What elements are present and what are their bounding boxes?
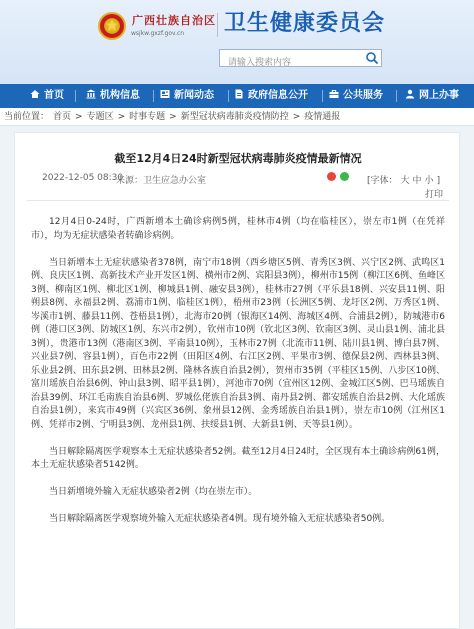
logo-divider <box>217 13 218 37</box>
article-card <box>14 132 460 629</box>
breadcrumb-item-current-affairs[interactable]: 时事专题 <box>129 112 166 122</box>
nav-label: 政府信息公开 <box>248 90 308 101</box>
font-size-medium[interactable]: 中 <box>412 176 422 186</box>
article-divider <box>27 200 449 201</box>
nav-divider <box>396 90 397 102</box>
breadcrumb-item-covid-prevention[interactable]: 新型冠状病毒肺炎疫情防控 <box>180 112 289 122</box>
article-paragraph: 12月4日0-24时，广西新增本土确诊病例5例，桂林市4例（均在临桂区），崇左市1例（在凭祥市），均为无症状感染者转确诊病例。 <box>31 217 445 241</box>
nav-divider <box>153 90 154 102</box>
article-source: 来源：卫生应急办公室 <box>116 176 207 186</box>
region-url: wsjkw.gxzf.gov.cn <box>131 30 185 37</box>
nav-item-home[interactable] <box>30 84 64 108</box>
service-icon <box>329 89 339 99</box>
document-icon <box>234 89 244 99</box>
nav-label: 新闻动态 <box>174 90 214 101</box>
home-icon <box>30 89 40 99</box>
article-paragraph: 当日解除隔离医学观察境外输入无症状感染者4例。现有境外输入无症状感染者50例。 <box>49 514 391 524</box>
breadcrumb-separator: > <box>169 112 177 122</box>
nav-item-public-service[interactable] <box>329 84 383 108</box>
nav-label: 机构信息 <box>100 90 140 101</box>
national-emblem-icon <box>98 12 126 40</box>
font-size-label-end: ] <box>436 176 441 186</box>
news-icon <box>160 89 170 99</box>
breadcrumb-item-special[interactable]: 专题区 <box>86 112 114 122</box>
nav-label: 公共服务 <box>343 90 383 101</box>
weibo-share-icon[interactable] <box>327 172 336 181</box>
site-header <box>0 0 474 84</box>
nav-divider <box>322 90 323 102</box>
breadcrumb-prefix: 当前位置： <box>4 112 50 122</box>
nav-item-government-info[interactable] <box>234 84 308 108</box>
nav-item-institution[interactable] <box>86 84 140 108</box>
breadcrumb-separator: > <box>117 112 126 122</box>
share-icon[interactable] <box>327 172 336 182</box>
print-link[interactable]: 打印 <box>425 190 444 200</box>
region-name: 广西壮族自治区 <box>132 14 216 27</box>
article-paragraph: 当日新增本土无症状感染者378例，南宁市18例（西乡塘区5例、青秀区3例、兴宁区2例、武鸣区1例、良庆区1例、高新技术产业开发区1例、横州市2例、宾阳县3例），柳州市15例（柳江区6例、鱼峰区3例、柳南区1例、柳北区1例、柳城县1例、融安县3例），桂林市27例（平乐县18例、兴安县11例、阳朔县8例、永福县2例、荔浦市1例、临桂区1例），梧州市23例（长洲区5例、龙圩区2例、万秀区1例、岑溪市1例、藤县11例、苍梧县1例），北海市20例（银海区14例、海城区4例、合浦县2例），防城港市6例（港口区3例、防城区1例、东兴市2例），钦州市10例（钦北区3例、钦南区3例、灵山县1例、浦北县3例），贵港市13例（港南区3例、平南县10例），玉林市27例（北流市11例、陆川县1例、博白县7例、兴业县7例、容县1例），百色市22例（田阳区4例、右江区2例、平果市3例、德保县2例、西林县3例、乐业县2例、田东县2例、田林县2例、隆林各族自治县2例），贺州市35例（平桂区15例、八步区10例、富川瑶族自治县6例、钟山县3例、昭平县1例），河池市70例（宜州区12例、金城江区5例、巴马瑶族自治县39例、环江毛南族自治县6例、罗城仫佬族自治县3例、南丹县2例、都安瑶族自治县2例、大化瑶族自治县1例），来宾市49例（兴宾区36例、象州县12例、金秀瑶族自治县1例），崇左市10例（江州区1例、凭祥市2例、宁明县3例、龙州县1例、扶绥县1例、大新县1例、天等县1例）。 <box>31 257 445 430</box>
breadcrumb-item-home[interactable]: 首页 <box>53 112 72 122</box>
institution-icon <box>86 89 96 99</box>
breadcrumb <box>0 108 474 126</box>
nav-divider <box>228 90 229 102</box>
breadcrumb-separator: > <box>292 112 301 122</box>
main-nav <box>0 84 474 108</box>
nav-divider <box>75 90 76 102</box>
font-size-control <box>367 173 443 186</box>
search-box <box>219 49 382 67</box>
nav-label: 首页 <box>44 90 64 101</box>
search-input[interactable] <box>220 55 360 71</box>
article-paragraph: 当日新增境外输入无症状感染者2例（均在崇左市）。 <box>49 487 258 497</box>
breadcrumb-separator: > <box>75 112 83 122</box>
font-size-large[interactable]: 大 <box>400 176 410 186</box>
site-title: 卫生健康委员会 <box>224 11 386 36</box>
article-title: 截至12月4日24时新型冠状病毒肺炎疫情最新情况 <box>114 152 362 165</box>
breadcrumb-item-epidemic-report[interactable]: 疫情通报 <box>304 112 341 122</box>
font-size-label: [字体： <box>367 176 398 186</box>
nav-item-online-affairs[interactable] <box>405 84 459 108</box>
nav-item-news[interactable] <box>160 84 214 108</box>
article-body <box>31 216 445 540</box>
online-affairs-icon <box>405 89 415 99</box>
font-size-small[interactable]: 小 <box>424 176 434 186</box>
nav-label: 网上办事 <box>419 90 459 101</box>
article-date: 2022-12-05 08:30 <box>42 173 124 183</box>
article-paragraph: 当日解除隔离医学观察本土无症状感染者52例。截至12月4日24时，全区现有本土确诊病例61例，本土无症状感染者5142例。 <box>31 446 445 470</box>
wechat-share-icon[interactable] <box>340 172 349 181</box>
search-icon[interactable] <box>365 51 379 65</box>
